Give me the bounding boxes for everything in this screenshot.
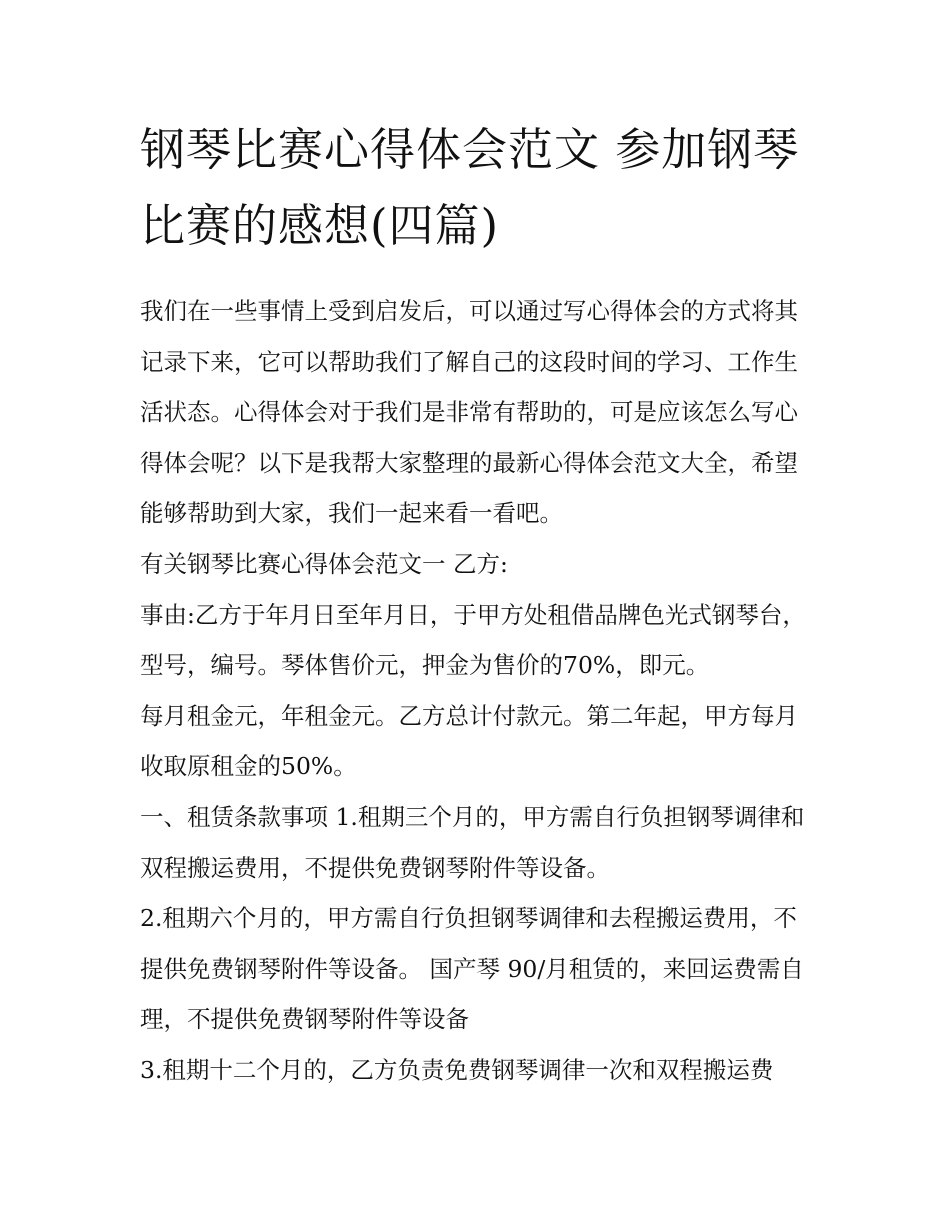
paragraph-intro: 我们在一些事情上受到启发后，可以通过写心得体会的方式将其记录下来，它可以帮助我们了解自己的这段时间的学习、工作生活状态。心得体会对于我们是非常有帮助的，可是应该怎么写心得体会呢？以下是我帮大家整理的最新心得体会范文大全，希望能够帮助到大家，我们一起来看一看吧。 bbox=[140, 297, 798, 528]
paragraph-term-3: 3.租期十二个月的，乙方负责免费钢琴调律一次和双程搬运费 bbox=[140, 1055, 774, 1084]
paragraph-rent: 每月租金元，年租金元。乙方总计付款元。第二年起，甲方每月收取原租金的50%。 bbox=[140, 701, 798, 781]
paragraph-term-2: 2.租期六个月的，甲方需自行负担钢琴调律和去程搬运费用，不提供免费钢琴附件等设备。 国产琴 90/月租赁的，来回运费需自理，不提供免费钢琴附件等设备 bbox=[140, 904, 804, 1034]
paragraph-reason: 事由:乙方于年月日至年月日，于甲方处租借品牌色光式钢琴台，型号，编号。琴体售价元，押金为售价的70%，即元。 bbox=[140, 600, 806, 680]
paragraph-term-1: 一、租赁条款事项 1.租期三个月的，甲方需自行负担钢琴调律和双程搬运费用，不提供免费钢琴附件等设备。 bbox=[140, 802, 805, 882]
document-page bbox=[140, 112, 812, 1096]
paragraph-section-heading: 有关钢琴比赛心得体会范文一 乙方: bbox=[140, 549, 508, 578]
document-title: 钢琴比赛心得体会范文 参加钢琴比赛的感想(四篇) bbox=[140, 123, 800, 252]
document-body bbox=[140, 286, 812, 1096]
